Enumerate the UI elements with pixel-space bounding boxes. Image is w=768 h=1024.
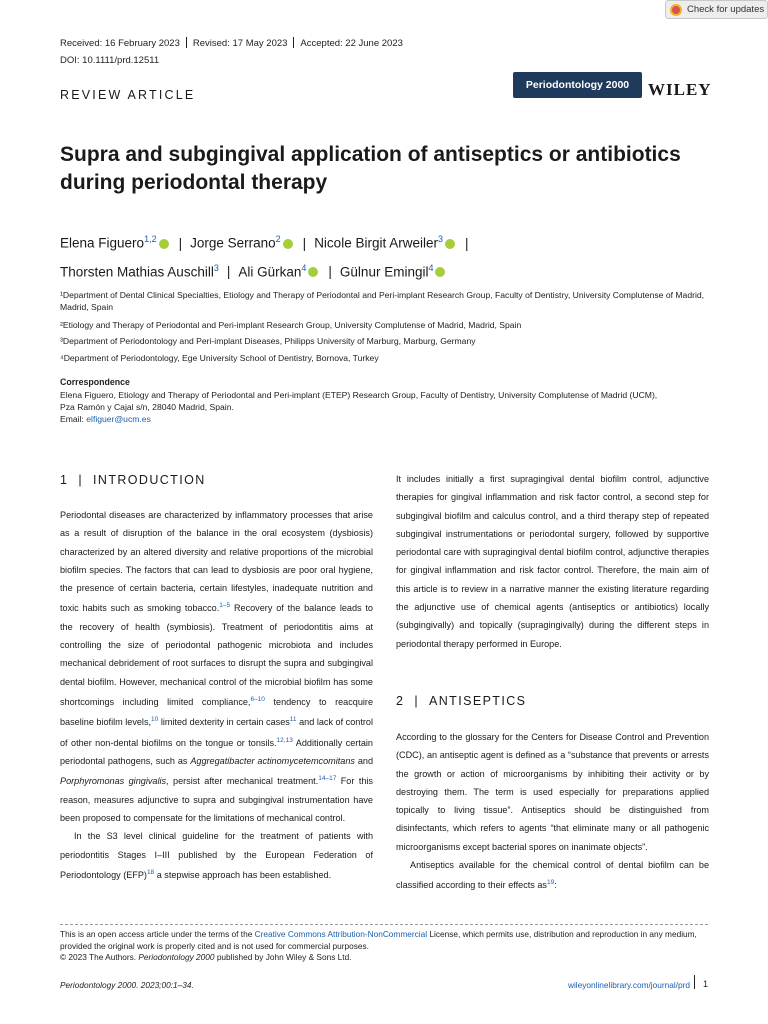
section-title: ANTISEPTICS	[429, 694, 527, 708]
paragraph	[60, 506, 373, 827]
journal-name: Periodontology 2000	[138, 952, 215, 962]
journal-badge: Periodontology 2000	[513, 72, 642, 98]
article-dates	[60, 37, 403, 49]
author-name[interactable]: Gülnur Emingil	[339, 264, 429, 279]
correspondence-address: Pza Ramón y Cajal s/n, 28040 Madrid, Spain.	[60, 402, 234, 412]
reference-link[interactable]: 10	[151, 716, 159, 724]
author-affil-ref[interactable]: 3	[437, 234, 443, 244]
author-separator: |	[465, 235, 469, 251]
footnote-divider	[60, 924, 708, 925]
text-run: published by John Wiley & Sons Ltd.	[214, 952, 352, 962]
doi: DOI: 10.1111/prd.12511	[60, 55, 160, 66]
author-separator: |	[302, 235, 307, 251]
license-link[interactable]: Creative Commons Attribution-NonCommercial	[254, 929, 428, 939]
check-updates-icon	[670, 4, 682, 16]
affiliation-2: ²Etiology and Therapy of Periodontal and Peri-implant Research Group, University Complutense of Madrid, Madrid, Spain	[60, 320, 522, 330]
paragraph	[396, 856, 709, 895]
author-separator: |	[328, 264, 332, 279]
article-type: REVIEW ARTICLE	[60, 88, 196, 102]
article-title: Supra and subgingival application of antiseptics or antibiotics during periodontal therapy	[60, 143, 681, 194]
section-number: 2	[396, 694, 405, 708]
reference-link[interactable]: 12,13	[276, 736, 293, 744]
author-affil-ref[interactable]: 1,2	[144, 234, 157, 244]
affiliation-4: ⁴Department of Periodontology, Ege University School of Dentistry, Bornova, Turkey	[60, 353, 379, 363]
author-affil-ref[interactable]: 2	[275, 234, 281, 244]
correspondence-label: Correspondence	[60, 377, 130, 387]
text-run: limited dexterity in certain cases	[158, 717, 290, 728]
author-list	[60, 227, 720, 284]
reference-link[interactable]: 1–5	[219, 602, 231, 610]
footer-citation: Periodontology 2000. 2023;00:1–34.	[60, 980, 194, 990]
paragraph: It includes initially a first supragingival dental biofilm control, adjunctive therapies for gingival inflammation and risk factor control, a second step for subgingival biofilm and calculus control, and a third therapy step of repeated subgingival instrumentations or periodontal surgery, followed by supportive periodontal care with supragingival dental biofilm control, adjunctive therapies for gingival inflammation and risk factor control. Therefore, the main aim of this article is to review in a narrative manner the existing literature regarding the adjunctive use of chemical agents (antiseptics or antibiotics) locally (subgingivally) and topically (supragingivally) during the different steps in periodontal therapy performed in Europe.	[396, 474, 709, 649]
divider	[293, 37, 294, 48]
text-run: and	[354, 755, 374, 766]
orcid-icon[interactable]	[159, 239, 169, 249]
check-for-updates-label: Check for updates	[687, 4, 765, 15]
check-for-updates-button[interactable]	[665, 0, 768, 19]
reference-link[interactable]: 11	[289, 716, 297, 724]
author-separator: |	[226, 264, 231, 279]
footer-divider	[694, 975, 695, 989]
text-run: Antiseptics available for the chemical control of dental biofilm can be classified according to their effects as	[396, 860, 709, 891]
right-column-bottom	[396, 728, 709, 895]
section-divider: |	[78, 473, 84, 487]
text-run: License, which permits use, distribution and reproduction in any medium, provided the original work is properly cited and is not used for commercial purposes.	[60, 929, 697, 951]
divider	[186, 37, 187, 48]
correspondence-address: Elena Figuero, Etiology and Therapy of Periodontal and Peri-implant (ETEP) Research Group, Faculty of Dentistry, University Complutense of Madrid (UCM),	[60, 390, 658, 400]
affiliation-3: ³Department of Periodontology and Peri-implant Diseases, Philipps University of Marburg, Marburg, Germany	[60, 336, 476, 346]
text-run: Additionally certain periodontal pathogens, such as	[60, 737, 373, 766]
author-affil-ref[interactable]: 3	[213, 262, 219, 273]
reference-link[interactable]: 14–17	[318, 775, 337, 783]
author-affil-ref[interactable]: 4	[428, 262, 434, 273]
received-date: Received: 16 February 2023	[60, 38, 180, 49]
text-run: and lack of control of other non-dental biofilms on the tongue or tonsils.	[60, 717, 373, 748]
copyright-text	[60, 952, 720, 964]
species-name: Aggregatibacter actinomycetemcomitans	[190, 755, 355, 766]
email-label: Email:	[60, 414, 87, 424]
text-run: Periodontal diseases are characterized by inflammatory processes that arise as a result of disruption of the balance in the oral ecosystem (dysbiosis) characterized by an altered diversity and relative proportions of the microbial biofilm species. The factors that can lead to dysbiosis are poor oral hygiene, the presence of certain bacteria, certain lifestyles, inadequate nutrition and toxic habits such as smoking tobacco.	[60, 510, 373, 614]
text-run: a stepwise approach has been established.	[154, 869, 332, 880]
paragraph	[60, 827, 373, 884]
right-column-top	[396, 470, 709, 653]
section-heading-antiseptics	[396, 694, 526, 708]
section-heading-introduction	[60, 473, 206, 487]
author-name[interactable]: Ali Gürkan	[238, 264, 302, 279]
accepted-date: Accepted: 22 June 2023	[300, 38, 403, 49]
author-name[interactable]: Nicole Birgit Arweiler	[314, 235, 438, 251]
license-text	[60, 929, 720, 952]
page-number: 1	[703, 979, 709, 989]
author-name[interactable]: Jorge Serrano	[190, 235, 276, 251]
correspondence-block	[60, 389, 710, 425]
author-name[interactable]: Thorsten Mathias Auschill	[60, 264, 214, 279]
footer-journal-url[interactable]: wileyonlinelibrary.com/journal/prd	[567, 980, 690, 990]
open-access-notice	[60, 929, 720, 964]
reference-link[interactable]: 19	[546, 879, 555, 887]
text-run: This is an open access article under the terms of the	[60, 929, 255, 939]
text-run: For this reason, measures adjunctive to supra and subgingival instrumentation have been proposed to compensate for the limitations of mechanical control.	[60, 776, 373, 823]
orcid-icon[interactable]	[435, 267, 445, 277]
text-run: © 2023 The Authors.	[60, 952, 139, 962]
author-affil-ref[interactable]: 4	[301, 262, 307, 273]
correspondence-email-line	[60, 413, 710, 425]
text-run: :	[554, 880, 557, 891]
section-divider: |	[414, 694, 420, 708]
reference-link[interactable]: 6–10	[250, 696, 265, 703]
email-link[interactable]: elfiguer@ucm.es	[86, 414, 151, 424]
text-run: tendency to reacquire baseline biofilm levels,	[60, 697, 373, 728]
text-run: Recovery of the balance leads to the recovery of health (symbiosis). Treatment of periodontitis aims at controlling the size of periodontal pathogenic microbiota and includes mechanical debridement of root surfaces to disrupt the supra and subgingival dental biofilm. However, mechanical control of the microbial biofilm has some shortcomings including limited compliance,	[60, 603, 373, 708]
orcid-icon[interactable]	[308, 267, 318, 277]
affiliation-1: ¹Department of Dental Clinical Specialties, Etiology and Therapy of Periodontal and Peri-implant Research Group, Faculty of Dentistry, University Complutense of Madrid, Madrid, Spain	[60, 290, 705, 312]
orcid-icon[interactable]	[445, 239, 455, 249]
orcid-icon[interactable]	[283, 239, 293, 249]
revised-date: Revised: 17 May 2023	[192, 38, 288, 49]
text-run: , persist after mechanical treatment.	[166, 776, 319, 787]
section-title: INTRODUCTION	[93, 473, 206, 487]
reference-link[interactable]: 18	[146, 868, 155, 876]
author-name[interactable]: Elena Figuero	[60, 235, 145, 251]
species-name: Porphyromonas gingivalis	[60, 776, 167, 787]
author-separator: |	[178, 235, 183, 251]
paragraph: According to the glossary for the Centers for Disease Control and Prevention (CDC), an antiseptic agent is defined as a “substance that prevents or arrests the growth or action of microorganisms by inhibiting their activity or by destroying them. The term is used especially for preparations applied topically to living tissue”. Antiseptics should be distinguished from disinfectants, which refers to agents “that eliminate many or all pathogenic microorganisms except bacterial spores on inanimate objects”.	[396, 732, 709, 852]
publisher-logo: WILEY	[648, 80, 712, 99]
section-number: 1	[60, 473, 69, 487]
text-run: In the S3 level clinical guideline for the treatment of patients with periodontitis Stages I–III published by the European Federation of Periodontology (EFP)	[60, 831, 373, 880]
left-column	[60, 506, 373, 884]
